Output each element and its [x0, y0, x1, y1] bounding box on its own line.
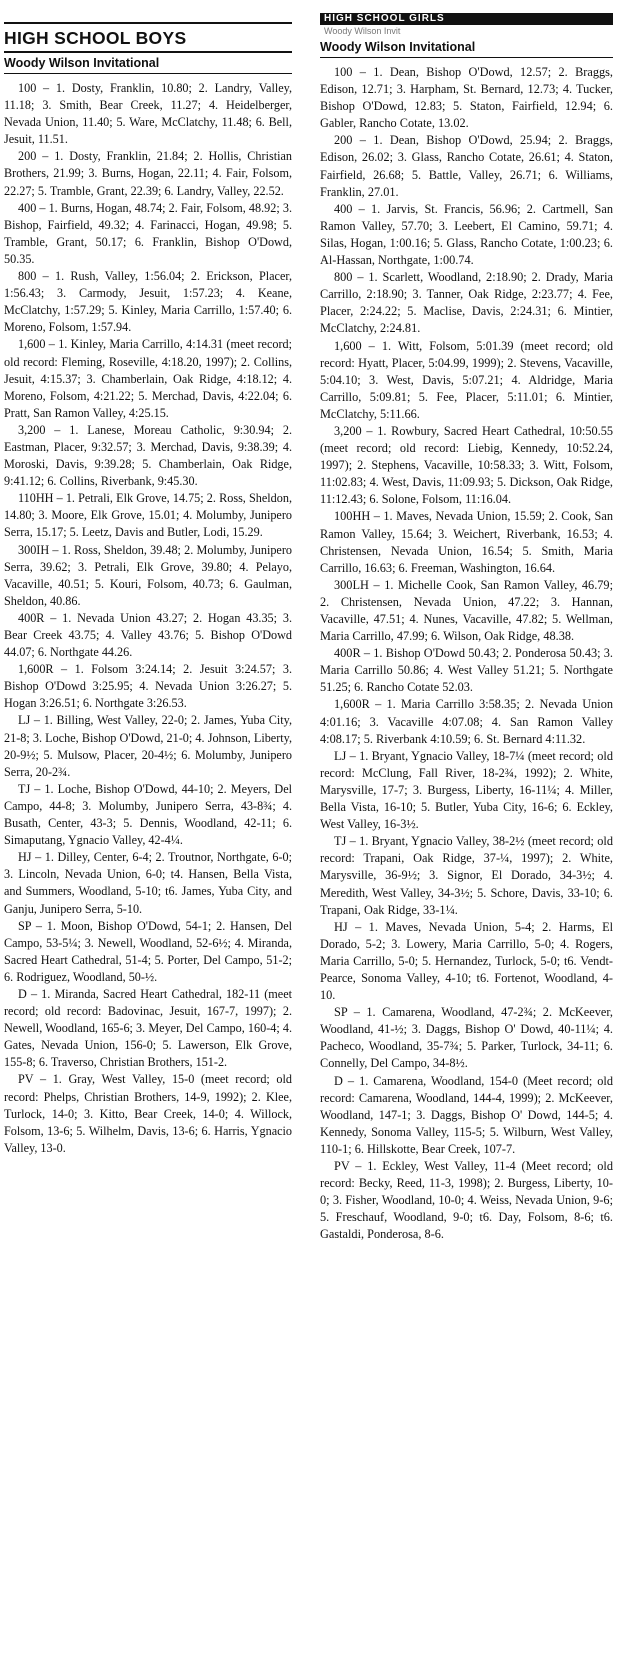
meet-name: Woody Wilson Invitational: [320, 40, 476, 54]
masthead-rule: [320, 24, 613, 25]
event-result: 100HH – 1. Maves, Nevada Union, 15.59; 2. Cook, San Ramon Valley, 15.64; 3. Weichert, Riverbank, 16.53; 4. Christensen, Nevada Union, 16.54; 5. Smith, Maria Carrillo, 16.63; 6. Freeman, Washington, 16.64.: [320, 509, 613, 575]
event-result: 400R – 1. Bishop O'Dowd 50.43; 2. Ponderosa 50.43; 3. Maria Carrillo 50.86; 4. West Valley 51.21; 5. Northgate 51.25; 6. Rancho Cotate 52.03.: [320, 646, 613, 695]
event-result: PV – 1. Eckley, West Valley, 11-4 (Meet record; old record: Becky, Reed, 11-3, 1998); 2. Burgess, Liberty, 10-0; 3. Fisher, Woodland, 10-0; 4. Weiss, Nevada Union, 9-6; 5. Freschauf, Woodland, 9-0; t6. Day, Folsom, 8-6; t6. Gastaldi, Ponderosa, 8-6.: [320, 1159, 613, 1242]
event-result: SP – 1. Moon, Bishop O'Dowd, 54-1; 2. Hansen, Del Campo, 53-5¼; 3. Newell, Woodland, 52-6½; 4. Miranda, Sacred Heart Cathedral, 51-4; 5. Porter, Del Campo, 51-2; 6. Rodriguez, Woodland, 50-½.: [4, 918, 292, 984]
event-result: HJ – 1. Maves, Nevada Union, 5-4; 2. Harms, El Dorado, 5-2; 3. Lowery, Maria Carrillo, 5-0; 4. Rogers, Maria Carrillo, 5-0; 5. Hernandez, Turlock, 5-0; t6. Vendt-Pearce, Sonoma Valley, 4-10; t6. Fortenot, Woodland, 4-10.: [320, 919, 613, 1003]
event-result: 800 – 1. Scarlett, Woodland, 2:18.90; 2. Drady, Maria Carrillo, 2:18.90; 3. Tanner, Oak Ridge, 2:23.77; 4. Fee, Placer, 2:24.22; 5. Maclise, Davis, 2:24.31; 6. Mintier, McClatchy, 2:24.81.: [320, 270, 613, 336]
event-result: 800 – 1. Rush, Valley, 1:56.04; 2. Erickson, Placer, 1:56.43; 3. Carmody, Jesuit, 1:57.23; 4. Keane, McClatchy, 1:57.29; 5. Kinley, Maria Carrillo, 1:57.40; 6. Moreno, Folsom, 1:57.94.: [4, 269, 292, 335]
event-result: 400R – 1. Nevada Union 43.27; 2. Hogan 43.35; 3. Bear Creek 43.75; 4. Valley 43.76; 5. Bishop O'Dowd 44.07; 6. Northgate 44.26.: [4, 610, 292, 660]
event-result: 200 – 1. Dean, Bishop O'Dowd, 25.94; 2. Braggs, Edison, 26.02; 3. Glass, Rancho Cotate, 26.61; 4. Staton, Fairfield, 26.68; 5. Battle, Valley, 26.71; 6. Williams, Franklin, 27.01.: [320, 133, 613, 199]
title-rule: [4, 51, 292, 53]
masthead-subtext: Woody Wilson Invit: [324, 26, 401, 36]
event-result: 3,200 – 1. Lanese, Moreau Catholic, 9:30.94; 2. Eastman, Placer, 9:32.57; 3. Merchad, Davis, 9:38.39; 4. Moroski, Davis, 9:39.28; 5. Chamberlain, Oak Ridge, 9:41.12; 6. Collins, Riverbank, 9:45.30.: [4, 422, 292, 489]
event-result: TJ – 1. Loche, Bishop O'Dowd, 44-10; 2. Meyers, Del Campo, 44-8; 3. Molumby, Junipero Serra, 43-8¾; 4. Busath, Center, 43-3; 5. Dennis, Woodland, 42-11; 6. Simaputang, Ygnacio Valley, 42-4¼.: [4, 781, 292, 848]
event-result: 300LH – 1. Michelle Cook, San Ramon Valley, 46.79; 2. Christensen, Nevada Union, 47.22; 3. Hannan, Vacaville, 47.51; 4. Nunes, Vacaville, 47.82; 5. Wellman, Maria Carrillo, 47.99; 6. Wilson, Oak Ridge, 48.38.: [320, 577, 613, 644]
top-rule: [4, 22, 292, 24]
meet-rule: [320, 57, 613, 58]
event-result: 1,600R – 1. Folsom 3:24.14; 2. Jesuit 3:24.57; 3. Bishop O'Dowd 3:25.95; 4. Nevada Union 3:26.27; 5. Hogan 3:26.51; 6. Northgate 3:26.53.: [4, 662, 292, 711]
event-result: 200 – 1. Dosty, Franklin, 21.84; 2. Hollis, Christian Brothers, 21.99; 3. Burns, Hogan, 22.11; 4. Fair, Folsom, 22.27; 5. Tramble, Grant, 22.39; 6. Landry, Valley, 22.52.: [4, 149, 292, 198]
section-title: HIGH SCHOOL BOYS: [4, 28, 187, 48]
meet-rule: [4, 73, 292, 74]
event-result: 1,600 – 1. Kinley, Maria Carrillo, 4:14.31 (meet record; old record: Fleming, Roseville, 4:18.20, 1997); 2. Collins, Jesuit, 4:15.37; 3. Chamberlain, Oak Ridge, 4:18.12; 4. Moreno, Folsom, 4:21.22; 5. Merchad, Davis, 4:22.04; 6. Pratt, San Ramon Valley, 4:25.15.: [4, 337, 292, 420]
event-result: 100 – 1. Dosty, Franklin, 10.80; 2. Landry, Valley, 11.18; 3. Smith, Bear Creek, 11.27; 4. Heidelberger, Nevada Union, 11.40; 5. Ware, McClatchy, 11.48; 6. Bell, Jesuit, 11.51.: [4, 81, 292, 147]
boys-results-column: [4, 0, 292, 1157]
event-result: 400 – 1. Jarvis, St. Francis, 56.96; 2. Cartmell, San Ramon Valley, 57.70; 3. Leebert, El Camino, 59.71; 4. Silas, Hogan, 1:00.16; 5. Glass, Rancho Cotate, 1:00.23; 6. Al-Hassan, Northgate, 1:00.74.: [320, 201, 613, 268]
event-result: TJ – 1. Bryant, Ygnacio Valley, 38-2½ (meet record; old record: Trapani, Oak Ridge, 37-¼, 1997); 2. White, Marysville, 36-9½; 3. Signor, El Dorado, 34-3½; 4. Meredith, West Valley, 34-3½; 5. Schore, Davis, 33-10; 6. Trapani, Oak Ridge, 33-1¼.: [320, 834, 613, 917]
masthead-bar: HIGH SCHOOL GIRLS: [320, 13, 613, 24]
event-result: 1,600 – 1. Witt, Folsom, 5:01.39 (meet record; old record: Hyatt, Placer, 5:04.99, 1999); 2. Stevens, Vacaville, 5:04.10; 3. West, Davis, 5:07.21; 4. Aldridge, Maria Carrillo, 5:09.81; 5. Fee, Placer, 5:11.01; 6. Mintier, McClatchy, 5:11.66.: [320, 338, 613, 421]
meet-name: Woody Wilson Invitational: [4, 56, 160, 70]
event-result: SP – 1. Camarena, Woodland, 47-2¾; 2. McKeever, Woodland, 41-½; 3. Daggs, Bishop O' Dowd, 40-11¼; 4. Pacheco, Woodland, 35-7¾; 5. Parker, Turlock, 34-11; 6. Connelly, Del Campo, 34-8½.: [320, 1005, 613, 1071]
event-result: 110HH – 1. Petrali, Elk Grove, 14.75; 2. Ross, Sheldon, 14.80; 3. Moore, Elk Grove, 15.01; 4. Molumby, Junipero Serra, 15.17; 5. Leetz, Davis and Butler, Lodi, 15.29.: [4, 491, 292, 540]
event-result: 1,600R – 1. Maria Carrillo 3:58.35; 2. Nevada Union 4:01.16; 3. Vacaville 4:07.08; 4. San Ramon Valley 4:08.17; 5. Riverbank 4:10.59; 6. St. Bernard 4:11.32.: [320, 697, 613, 746]
event-result: LJ – 1. Bryant, Ygnacio Valley, 18-7¼ (meet record; old record: McClung, Fall River, 18-2¾, 1992); 2. White, Marysville, 17-7; 3. Burgess, Liberty, 16-11¼; 4. Miller, Bella Vista, 16-10; 5. Butler, Yuba City, 16-6; 6. Eckley, West Valley, 16-3½.: [320, 748, 613, 832]
event-result: 100 – 1. Dean, Bishop O'Dowd, 12.57; 2. Braggs, Edison, 12.71; 3. Harpham, St. Bernard, 12.73; 4. Tucker, Bishop O'Dowd, 12.83; 5. Staton, Fairfield, 12.94; 6. Gabler, Rancho Cotate, 13.02.: [320, 65, 613, 131]
event-result: 300IH – 1. Ross, Sheldon, 39.48; 2. Molumby, Junipero Serra, 39.62; 3. Petrali, Elk Grove, 39.80; 4. Pelayo, Vacaville, 40.51; 5. Kouri, Folsom, 40.73; 6. Gaulman, Sheldon, 40.86.: [4, 542, 292, 608]
event-result: D – 1. Camarena, Woodland, 154-0 (Meet record; old record: Camarena, Woodland, 144-4, 1999); 2. McKeever, Woodland, 147-1; 3. Daggs, Bishop O' Dowd, 144-5; 4. Kennedy, Sonoma Valley, 115-5; 5. Wilburn, West Valley, 110-1; 6. Hillskotte, Bear Creek, 107-7.: [320, 1073, 613, 1156]
masthead: [320, 13, 613, 37]
event-result: LJ – 1. Billing, West Valley, 22-0; 2. James, Yuba City, 21-8; 3. Loche, Bishop O'Dowd, 21-0; 4. Johnson, Liberty, 20-9½; 5. Mulsow, Placer, 20-4½; 6. Molumby, Junipero Serra, 20-2¾.: [4, 713, 292, 779]
event-result: PV – 1. Gray, West Valley, 15-0 (meet record; old record: Phelps, Christian Brothers, 14-9, 1992); 2. Klee, Turlock, 14-0; 3. Kitto, Bear Creek, 14-0; 4. Willock, Folsom, 13-6; 5. Wilhelm, Davis, 13-6; 6. Harris, Ygnacio Valley, 13-0.: [4, 1072, 292, 1155]
girls-results-column: [320, 0, 613, 1243]
event-result: 400 – 1. Burns, Hogan, 48.74; 2. Fair, Folsom, 48.92; 3. Bishop, Fairfield, 49.32; 4. Farinacci, Hogan, 49.98; 5. Tramble, Grant, 50.17; 6. Franklin, Bishop O'Dowd, 50.35.: [4, 200, 292, 266]
event-result: D – 1. Miranda, Sacred Heart Cathedral, 182-11 (meet record; old record: Badovinac, Jesuit, 167-7, 1997); 2. Newell, Woodland, 165-6; 3. Meyer, Del Campo, 160-4; 4. Gates, Nevada Union, 156-0; 5. Lawerson, Elk Grove, 155-8; 6. Traverso, Christian Brothers, 151-2.: [4, 986, 292, 1070]
event-result: HJ – 1. Dilley, Center, 6-4; 2. Troutnor, Northgate, 6-0; 3. Lincoln, Nevada Union, 6-0; t4. Hansen, Bella Vista, and Summers, Woodland, 5-10; t6. James, Yuba City, and Ganju, Junipero Serra, 5-10.: [4, 850, 292, 916]
event-result: 3,200 – 1. Rowbury, Sacred Heart Cathedral, 10:50.55 (meet record; old record: Liebig, Kennedy, 10:52.24, 1997); 2. Stephens, Vacaville, 10:58.33; 3. Witt, Folsom, 11:02.83; 4. West, Davis, 11:09.93; 5. Dickson, Oak Ridge, 11:12.43; 6. Solone, Folsom, 11:16.04.: [320, 423, 613, 507]
